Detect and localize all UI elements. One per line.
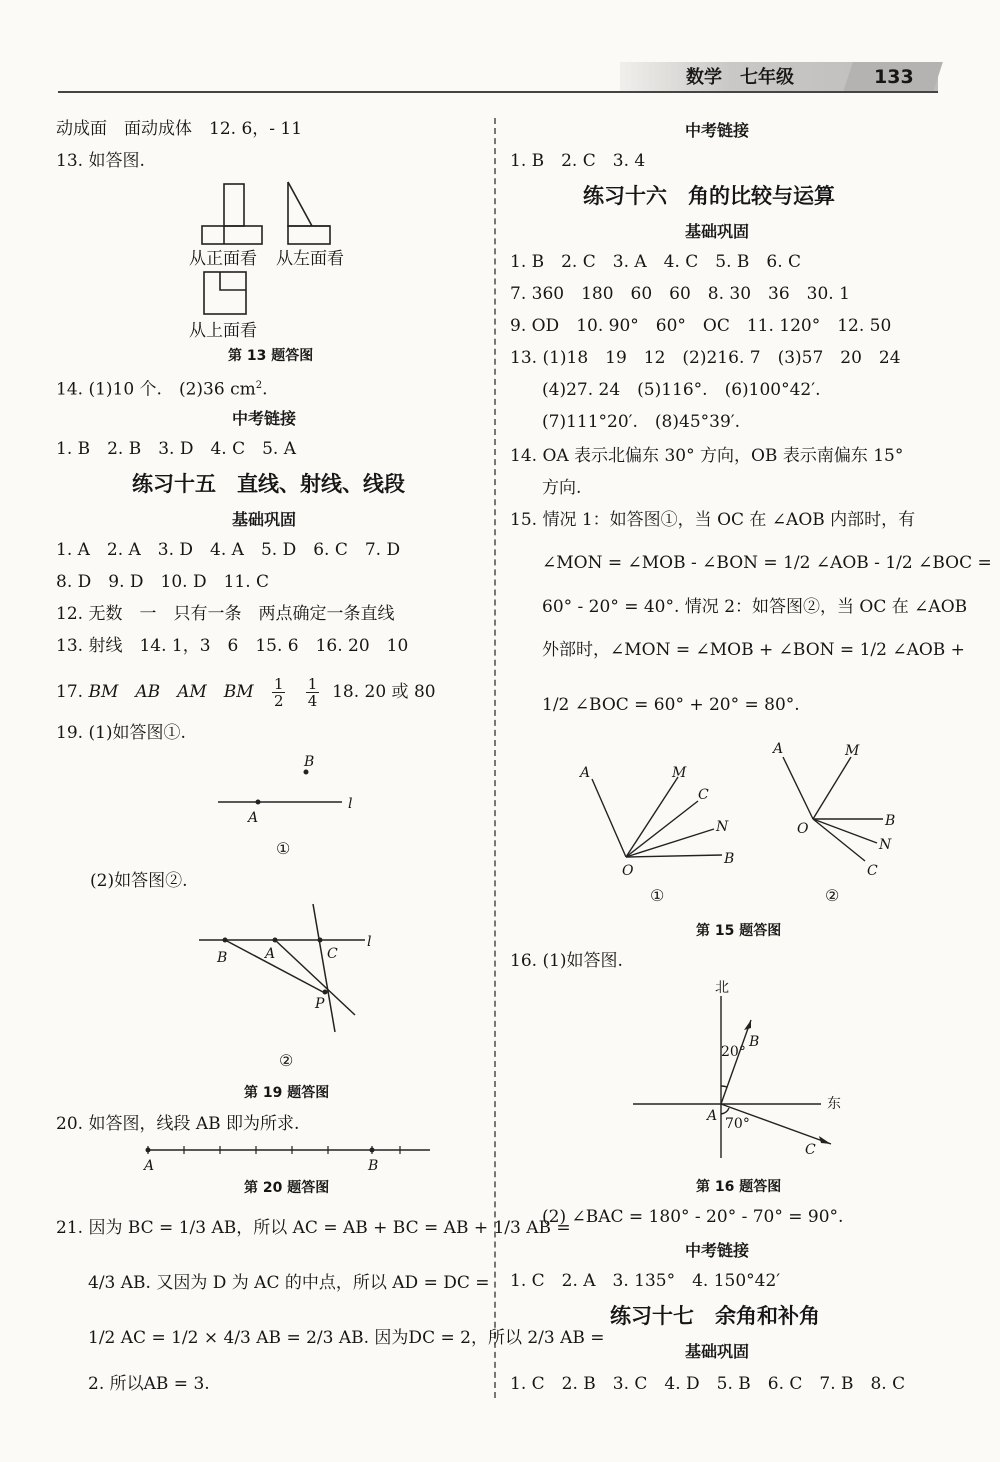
svg-text:N: N	[716, 819, 729, 835]
answer-line: 1. A 2. A 3. D 4. A 5. D 6. C 7. D	[56, 540, 401, 560]
answer-line: 8. D 9. D 10. D 11. C	[56, 572, 270, 592]
section-17-subheading: 基础巩固	[685, 1342, 750, 1361]
svg-text:①: ①	[650, 886, 665, 905]
answer-line: 1. B 2. C 3. A 4. C 5. B 6. C	[510, 252, 802, 272]
question-14: 14. (1)10 个. (2)36 $cm^2$.	[56, 379, 268, 400]
zhongkao-heading-2: 中考链接	[685, 1241, 750, 1260]
answer-line: 13. (1)18 19 12 (2)216. 7 (3)57 20 24	[510, 348, 901, 368]
svg-text:C: C	[698, 787, 709, 803]
svg-text:B: B	[368, 1158, 379, 1174]
question-16-part1: 16. (1)如答图.	[510, 951, 623, 971]
figure-13-caption: 第 13 题答图	[228, 348, 314, 364]
question-13: 13. 如答图.	[56, 151, 145, 171]
svg-text:N: N	[879, 837, 892, 853]
section-15-title: 练习十五 直线、射线、线段	[132, 472, 405, 496]
section-17-title: 练习十七 余角和补角	[610, 1304, 820, 1328]
answer-15-line3: 60° - 20° = 40°. 情况 2：如答图②，当 OC 在 ∠AOB	[542, 597, 968, 617]
fraction-quarter: $\frac{1}{4}$	[307, 675, 318, 710]
answer-15-line2: ∠MON = ∠MOB - ∠BON = 1/2 ∠AOB - 1/2 ∠BOC =	[542, 553, 992, 573]
svg-text:M: M	[672, 765, 687, 781]
question-21-line4: 2. 所以AB = 3.	[88, 1374, 210, 1394]
answer-line: 12. 无数 一 只有一条 两点确定一条直线	[56, 604, 395, 624]
svg-text:①: ①	[276, 839, 291, 858]
page-number: 133	[874, 66, 914, 88]
answer-15-line4: 外部时，∠MON = ∠MOB + ∠BON = 1/2 ∠AOB +	[542, 640, 965, 660]
figure-20	[140, 1140, 440, 1176]
fraction-half: $\frac{1}{2}$	[273, 675, 284, 710]
section-16-title: 练习十六 角的比较与运算	[583, 184, 835, 208]
svg-text:A: A	[773, 741, 784, 757]
answer-14: 14. OA 表示北偏东 30° 方向，OB 表示南偏东 15°	[510, 446, 904, 466]
view-top-label: 从上面看	[189, 321, 257, 341]
svg-text:70°: 70°	[725, 1116, 750, 1132]
svg-text:P: P	[315, 996, 325, 1012]
column-divider	[494, 118, 496, 1398]
view-front-label: 从正面看	[189, 249, 257, 269]
svg-text:A: A	[707, 1108, 718, 1124]
section-16-subheading: 基础巩固	[685, 222, 750, 241]
answer-line: 1. C 2. B 3. C 4. D 5. B 6. C 7. B 8. C	[510, 1374, 906, 1394]
svg-text:l: l	[367, 934, 372, 950]
svg-text:C: C	[867, 863, 878, 879]
svg-text:C: C	[805, 1142, 816, 1158]
svg-text:C: C	[327, 946, 338, 962]
view-left-label: 从左面看	[276, 249, 344, 269]
answer-line: 动成面 面动成体 12. 6，- 11	[56, 119, 303, 139]
answer-line: (4)27. 24 (5)116°. (6)100°42′.	[542, 380, 821, 400]
svg-text:l: l	[348, 796, 353, 812]
header-rule	[58, 91, 938, 93]
svg-text:②: ②	[825, 886, 840, 905]
svg-text:B: B	[724, 851, 735, 867]
svg-text:A: A	[248, 810, 259, 826]
zhongkao-heading-top: 中考链接	[685, 121, 750, 140]
figure-16-compass	[625, 978, 855, 1168]
question-19-part2: (2)如答图②.	[90, 871, 188, 891]
svg-text:O: O	[797, 821, 809, 837]
zhongkao-heading-1: 中考链接	[232, 409, 297, 428]
answer-line: 13. 射线 14. 1，3 6 15. 6 16. 20 10	[56, 636, 409, 656]
answer-17-18: 17. BM AB AM BM $\frac{1}{2}$ $\frac{1}{4}$ 18. 20 或 80	[56, 675, 436, 710]
figure-19-1	[210, 752, 370, 862]
svg-text:东: 东	[827, 1096, 841, 1112]
svg-text:A: A	[265, 946, 276, 962]
answer-line: (7)111°20′. (8)45°39′.	[542, 412, 741, 432]
header-grade: 七年级	[740, 67, 794, 88]
figure-20-caption: 第 20 题答图	[244, 1180, 330, 1196]
answer-line: 9. OD 10. 90° 60° OC 11. 120° 12. 50	[510, 316, 892, 336]
question-20: 20. 如答图，线段 AB 即为所求.	[56, 1114, 300, 1134]
zhongkao-answers-1: 1. B 2. B 3. D 4. C 5. A	[56, 439, 297, 459]
zhongkao-answers-top: 1. B 2. C 3. 4	[510, 151, 646, 171]
question-21-line3: 1/2 AC = 1/2 × 4/3 AB = 2/3 AB. 因为DC = 2，所以 2/3 AB =	[88, 1328, 605, 1348]
svg-text:②: ②	[279, 1051, 294, 1070]
answer-15-line5: 1/2 ∠BOC = 60° + 20° = 80°.	[542, 695, 800, 715]
svg-text:北: 北	[715, 980, 729, 996]
svg-text:B: B	[304, 754, 315, 770]
question-16-part2: (2) ∠BAC = 180° - 20° - 70° = 90°.	[542, 1207, 844, 1227]
figure-19-caption: 第 19 题答图	[244, 1085, 330, 1101]
svg-text:M: M	[845, 743, 860, 759]
question-21-line1: 21. 因为 BC = 1/3 AB，所以 AC = AB + BC = AB + 1/3 AB =	[56, 1218, 571, 1238]
question-19-part1: 19. (1)如答图①.	[56, 723, 186, 743]
svg-text:A: A	[580, 765, 591, 781]
svg-text:20°: 20°	[721, 1044, 746, 1060]
svg-text:B: B	[749, 1034, 760, 1050]
svg-text:O: O	[622, 863, 634, 879]
figure-15-1	[570, 755, 750, 905]
answer-14-cont: 方向.	[542, 478, 582, 498]
question-21-line2: 4/3 AB. 又因为 D 为 AC 的中点，所以 AD = DC =	[88, 1273, 490, 1293]
figure-15-caption: 第 15 题答图	[696, 923, 782, 939]
figure-16-caption: 第 16 题答图	[696, 1179, 782, 1195]
answer-line: 7. 360 180 60 60 8. 30 36 30. 1	[510, 284, 850, 304]
figure-19-2	[195, 900, 385, 1070]
header-subject: 数学	[686, 67, 722, 88]
figure-15-2	[765, 735, 925, 905]
section-15-subheading: 基础巩固	[232, 510, 297, 529]
answer-15-line1: 15. 情况 1：如答图①，当 OC 在 ∠AOB 内部时，有	[510, 510, 916, 530]
zhongkao-answers-2: 1. C 2. A 3. 135° 4. 150°42′	[510, 1271, 781, 1291]
svg-text:A: A	[144, 1158, 155, 1174]
svg-text:B: B	[885, 813, 896, 829]
svg-text:B: B	[217, 950, 228, 966]
